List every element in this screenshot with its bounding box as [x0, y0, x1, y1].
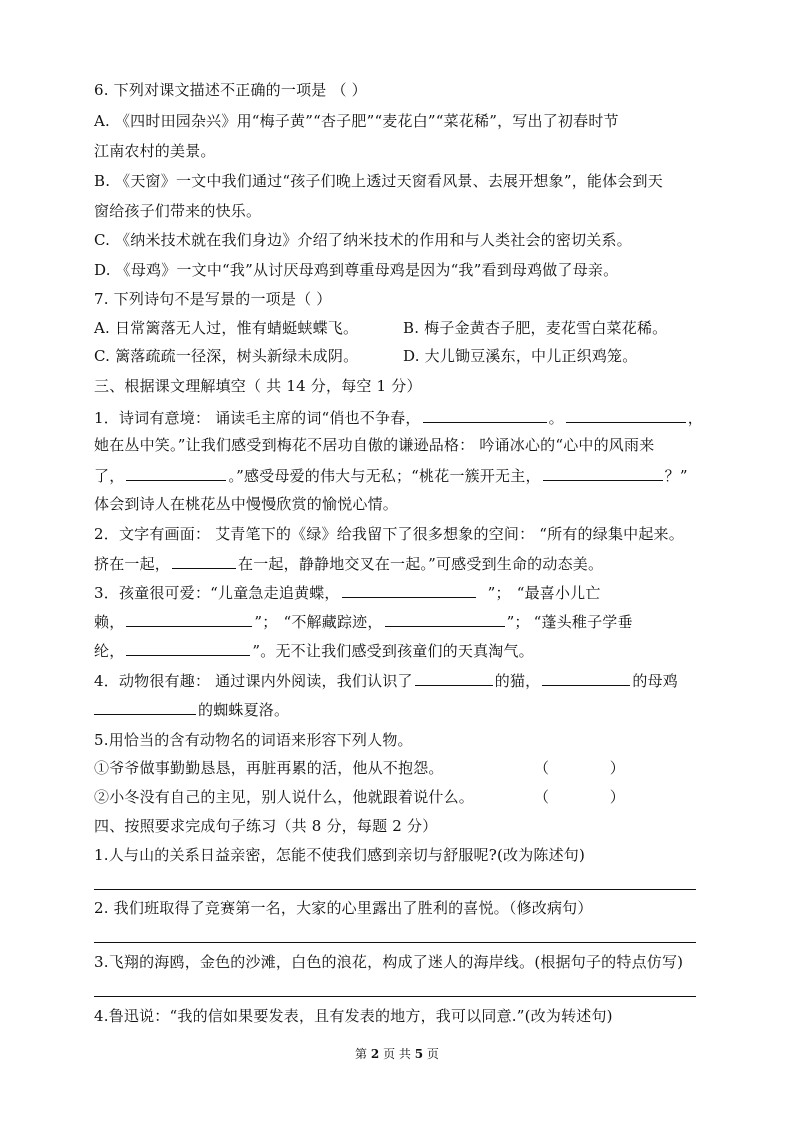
q7-option-a: A. 日常篱落无人过，惟有蜻蜓蛱蝶飞。: [94, 319, 359, 337]
total-page-number: 5: [414, 1047, 424, 1061]
sec4-item3: 3.飞翔的海鸥，金色的沙滩，白色的浪花，构成了迷人的海岸线。(根据句子的特点仿写): [94, 953, 684, 971]
sec3-item2-line1: 2．文字有画面： 艾青笔下的《绿》给我留下了很多想象的空间： “所有的绿集中起来。: [94, 525, 684, 543]
sec3-item1-line3: 了， 。”感受母爱的伟大与无私；“桃花一簇开无主， ？”: [94, 467, 688, 485]
q6-stem: 6. 下列对课文描述不正确的一项是 （ ）: [94, 81, 367, 99]
q7-option-d: D. 大儿锄豆溪东，中儿正织鸡笼。: [403, 347, 638, 365]
q7-option-b: B. 梅子金黄杏子肥，麦花雪白菜花稀。: [403, 319, 668, 337]
fill-blank[interactable]: [172, 553, 236, 569]
sec3-item3-line3: 纶， ”。无不让我们感受到孩童们的天真淘气。: [94, 642, 534, 660]
q6-option-a-line1: A. 《四时田园杂兴》用“梅子黄”“杏子肥”“麦花白”“菜花稀”，写出了初春时节: [94, 112, 619, 130]
q6-option-a-line2: 江南农村的美景。: [94, 142, 216, 160]
answer-paren[interactable]: （ ）: [534, 788, 653, 806]
fill-blank[interactable]: [542, 670, 630, 686]
fill-blank[interactable]: [415, 670, 493, 686]
sec3-item1-line4: 体会到诗人在桃花丛中慢慢欣赏的愉悦心情。: [94, 495, 399, 513]
fill-blank[interactable]: [342, 582, 476, 598]
q7-option-c: C. 篱落疏疏一径深，树头新绿未成阴。: [94, 347, 359, 365]
answer-paren[interactable]: （ ）: [534, 759, 653, 777]
sec3-item1-line1: 1．诗词有意境： 诵读毛主席的词“俏也不争春， 。 ，: [94, 409, 703, 427]
fill-blank[interactable]: [566, 407, 686, 423]
fill-blank[interactable]: [385, 611, 505, 627]
sec4-item1: 1.人与山的关系日益亲密，怎能不使我们感到亲切与舒服呢?(改为陈述句): [94, 846, 586, 864]
answer-line[interactable]: [94, 996, 696, 997]
sec3-item2-line2: 挤在一起， 在一起，静静地交叉在一起。”可感受到生命的动态美。: [94, 555, 604, 573]
current-page-number: 2: [370, 1047, 380, 1061]
q6-option-c: C. 《纳米技术就在我们身边》介绍了纳米技术的作用和与人类社会的密切关系。: [94, 231, 632, 249]
fill-blank[interactable]: [94, 699, 196, 715]
sec3-item3-line1: 3．孩童很可爱：“儿童急走追黄蝶， ”； “最喜小儿亡: [94, 584, 601, 602]
fill-blank[interactable]: [126, 465, 226, 481]
sec3-item1-line2: 她在丛中笑。”让我们感受到梅花不居功自傲的谦逊品格： 吟诵冰心的“心中的风雨来: [94, 436, 655, 454]
fill-blank[interactable]: [543, 465, 663, 481]
page-footer: 第 2 页 共 5 页: [355, 1047, 439, 1061]
q6-option-b-line2: 窗给孩子们带来的快乐。: [94, 202, 262, 220]
q7-stem: 7. 下列诗句不是写景的一项是（ ）: [94, 290, 332, 308]
section4-title: 四、按照要求完成句子练习（共 8 分，每题 2 分）: [94, 817, 438, 835]
answer-line[interactable]: [94, 942, 696, 943]
sec3-item3-line2: 赖， ”； “不解藏踪迹， ”； “蓬头稚子学垂: [94, 613, 633, 631]
sec4-item2: 2. 我们班取得了竞赛第一名，大家的心里露出了胜利的喜悦。（修改病句）: [94, 899, 593, 917]
q6-option-b-line1: B. 《天窗》一文中我们通过“孩子们晚上透过天窗看风景、去展开想象”，能体会到天: [94, 172, 663, 190]
sec3-item5-line1: ①爷爷做事勤勤恳恳，再脏再累的活，他从不抱怨。: [94, 759, 444, 777]
fill-blank[interactable]: [423, 407, 547, 423]
sec3-item4-line2: 的蜘蛛夏洛。: [94, 699, 289, 720]
fill-blank[interactable]: [126, 640, 250, 656]
q6-option-d: D. 《母鸡》一文中“我”从讨厌母鸡到尊重母鸡是因为“我”看到母鸡做了母亲。: [94, 261, 619, 279]
sec3-item5-stem: 5.用恰当的含有动物名的词语来形容下列人物。: [94, 731, 413, 749]
answer-line[interactable]: [94, 889, 696, 890]
sec3-item5-line2: ②小冬没有自己的主见，别人说什么，他就跟着说什么。: [94, 788, 475, 806]
sec4-item4: 4.鲁迅说：“我的信如果要发表，且有发表的地方，我可以同意.”(改为转述句): [94, 1007, 613, 1025]
sec3-item4-line1: 4．动物很有趣： 通过课内外阅读，我们认识了 的猫， 的母鸡: [94, 672, 678, 690]
section3-title: 三、根据课文理解填空（ 共 14 分，每空 1 分）: [94, 377, 422, 395]
fill-blank[interactable]: [126, 611, 252, 627]
